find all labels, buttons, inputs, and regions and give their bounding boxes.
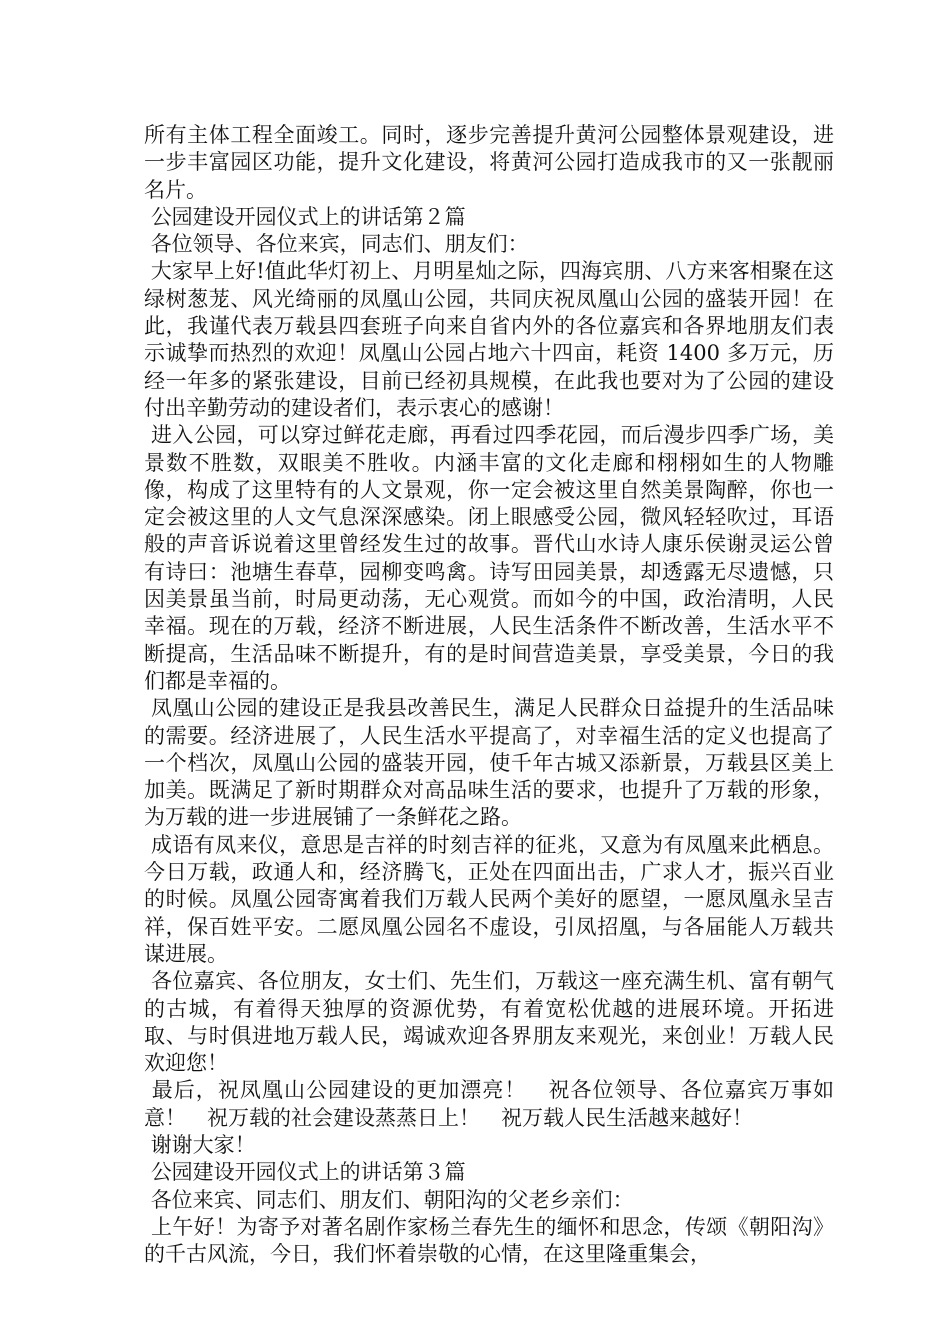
paragraph: 大家早上好!值此华灯初上、月明星灿之际，四海宾朋、八方来客相聚在这绿树葱茏、风光绮丽的凤凰山公园，共同庆祝凤凰山公园的盛装开园！在此，我谨代表万载县四套班子向来自省内外的各位嘉宾和各界地朋友们表示诚挚而热烈的欢迎！凤凰山公园占地六十四亩，耗资 1400 多万元，历经一年多的紧张建设，目前已经初具规模，在此我也要对为了公园的建设付出辛勤劳动的建设者们，表示衷心的感谢！ (144, 259, 834, 420)
paragraph: 凤凰山公园的建设正是我县改善民生，满足人民群众日益提升的生活品味的需要。经济进展了，人民生活水平提高了，对幸福生活的定义也提高了一个档次，凤凰山公园的盛装开园，使千年古城又添新景，万载县区美上加美。既满足了新时期群众对高品味生活的要求，也提升了万载的形象，为万载的进一步进展铺了一条鲜花之路。 (144, 696, 834, 830)
paragraph: 进入公园，可以穿过鲜花走廊，再看过四季花园，而后漫步四季广场，美景数不胜数，双眼美不胜收。内涵丰富的文化走廊和栩栩如生的人物雕像，构成了这里特有的人文景观，你一定会被这里自然美景陶醉，你也一定会被这里的人文气息深深感染。闭上眼感受公园，微风轻轻吹过，耳语般的声音诉说着这里曾经发生过的故事。晋代山水诗人康乐侯谢灵运公曾有诗曰：池塘生春草，园柳变鸣禽。诗写田园美景，却透露无尽遗憾，只因美景虽当前，时局更动荡，无心观赏。而如今的中国，政治清明，人民幸福。现在的万载，经济不断进展，人民生活条件不断改善，生活水平不断提高，生活品味不断提升，有的是时间营造美景，享受美景，今日的我们都是幸福的。 (144, 423, 834, 693)
paragraph: 上午好！为寄予对著名剧作家杨兰春先生的缅怀和思念，传颂《朝阳沟》的千古风流，今日，我们怀着崇敬的心情，在这里隆重集会， (144, 1214, 834, 1267)
salutation: 各位来宾、同志们、朋友们、朝阳沟的父老乡亲们： (144, 1187, 634, 1212)
section-heading: 公园建设开园仪式上的讲话第２篇 (144, 204, 466, 229)
closing-thanks: 谢谢大家！ (144, 1132, 256, 1157)
paragraph: 各位嘉宾、各位朋友，女士们、先生们，万载这一座充满生机、富有朝气的古城，有着得天独厚的资源优势，有着宽松优越的进展环境。开拓进取、与时俱进地万载人民，竭诚欢迎各界朋友来观光，来创业！万载人民欢迎您！ (144, 969, 834, 1076)
section-heading: 公园建设开园仪式上的讲话第３篇 (144, 1160, 466, 1185)
salutation: 各位领导、各位来宾，同志们、朋友们： (144, 232, 529, 257)
paragraph: 成语有凤来仪，意思是吉祥的时刻吉祥的征兆，又意为有凤凰来此栖息。今日万载，政通人和，经济腾飞，正处在四面出击，广求人才，振兴百业的时候。凤凰公园寄寓着我们万载人民两个美好的愿望，一愿凤凰永呈吉祥，保百姓平安。二愿凤凰公园名不虚设，引凤招凰，与各届能人万载共谋进展。 (144, 832, 834, 966)
paragraph: 所有主体工程全面竣工。同时，逐步完善提升黄河公园整体景观建设，进一步丰富园区功能，提升文化建设，将黄河公园打造成我市的又一张靓丽名片。 (144, 123, 834, 202)
document-body (144, 122, 834, 1268)
paragraph: 最后，祝凤凰山公园建设的更加漂亮！ 祝各位领导、各位嘉宾万事如意！ 祝万载的社会建设蒸蒸日上！ 祝万载人民生活越来越好！ (144, 1078, 834, 1130)
